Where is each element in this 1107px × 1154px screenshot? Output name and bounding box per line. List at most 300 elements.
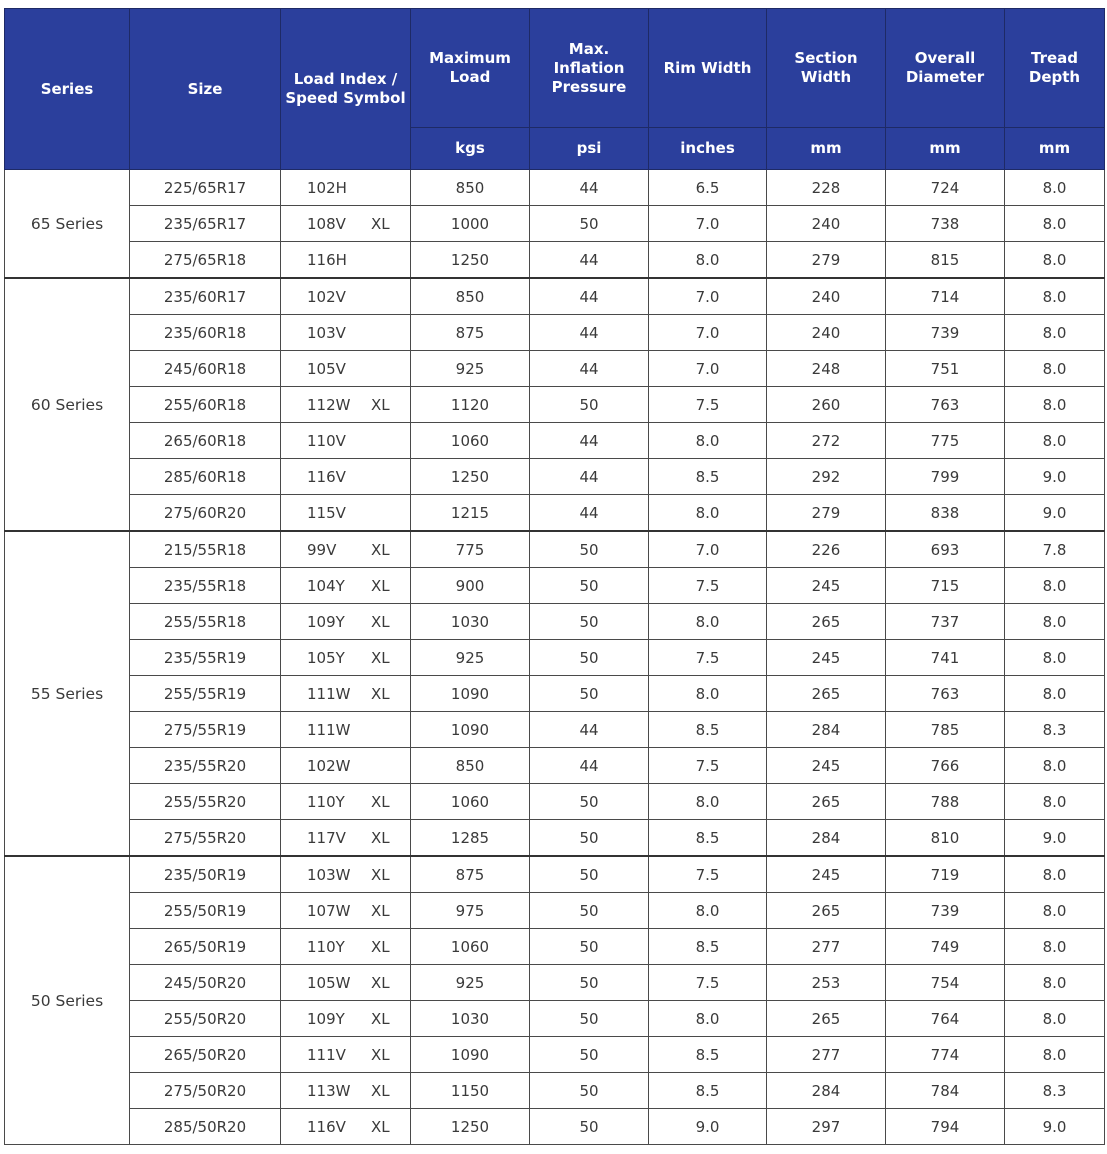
xl-marker: XL — [371, 684, 390, 703]
section-width-cell: 284 — [767, 712, 886, 748]
tyre-spec-table-container — [4, 8, 1104, 1145]
max-load-cell: 900 — [411, 568, 530, 604]
overall-diameter-cell: 693 — [886, 531, 1005, 568]
size-cell: 265/60R18 — [130, 423, 281, 459]
header-section-width: Section Width — [767, 9, 886, 128]
xl-marker: XL — [371, 1081, 390, 1100]
load-index-code: 107W — [307, 901, 351, 920]
load-index-code: 113W — [307, 1081, 351, 1100]
header-max-pressure: Max. Inflation Pressure — [530, 9, 649, 128]
xl-marker: XL — [371, 540, 390, 559]
max-pressure-cell: 50 — [530, 531, 649, 568]
overall-diameter-cell: 751 — [886, 351, 1005, 387]
load-index-code: 110V — [307, 431, 346, 450]
section-width-cell: 240 — [767, 278, 886, 315]
table-row — [5, 748, 1105, 784]
section-width-cell: 265 — [767, 893, 886, 929]
size-cell: 255/55R18 — [130, 604, 281, 640]
max-pressure-cell: 50 — [530, 893, 649, 929]
overall-diameter-cell: 739 — [886, 893, 1005, 929]
max-pressure-cell: 50 — [530, 1001, 649, 1037]
size-cell: 235/60R18 — [130, 315, 281, 351]
load-index-cell — [281, 423, 411, 459]
section-width-cell: 228 — [767, 170, 886, 206]
rim-width-cell: 8.5 — [649, 1073, 767, 1109]
load-index-cell — [281, 856, 411, 893]
overall-diameter-cell: 794 — [886, 1109, 1005, 1145]
rim-width-cell: 8.5 — [649, 712, 767, 748]
xl-marker: XL — [371, 214, 390, 233]
load-index-cell — [281, 1001, 411, 1037]
max-pressure-cell: 44 — [530, 748, 649, 784]
table-row — [5, 170, 1105, 206]
size-cell: 255/55R19 — [130, 676, 281, 712]
size-cell: 235/65R17 — [130, 206, 281, 242]
size-cell: 275/55R19 — [130, 712, 281, 748]
max-load-cell: 1060 — [411, 784, 530, 820]
tread-depth-cell: 8.0 — [1005, 748, 1105, 784]
tread-depth-cell: 8.0 — [1005, 604, 1105, 640]
tread-depth-cell: 8.0 — [1005, 1037, 1105, 1073]
load-index-cell — [281, 387, 411, 423]
size-cell: 255/55R20 — [130, 784, 281, 820]
table-header — [5, 9, 1105, 170]
max-pressure-cell: 50 — [530, 1109, 649, 1145]
tread-depth-cell: 9.0 — [1005, 459, 1105, 495]
rim-width-cell: 8.0 — [649, 676, 767, 712]
rim-width-cell: 7.5 — [649, 387, 767, 423]
max-load-cell: 850 — [411, 278, 530, 315]
tread-depth-cell: 8.3 — [1005, 712, 1105, 748]
max-load-cell: 925 — [411, 965, 530, 1001]
table-row — [5, 242, 1105, 279]
tread-depth-cell: 8.3 — [1005, 1073, 1105, 1109]
section-width-cell: 265 — [767, 784, 886, 820]
section-width-cell: 277 — [767, 929, 886, 965]
size-cell: 275/65R18 — [130, 242, 281, 279]
xl-marker: XL — [371, 1045, 390, 1064]
series-cell: 65 Series — [5, 170, 130, 279]
size-cell: 245/60R18 — [130, 351, 281, 387]
table-row — [5, 206, 1105, 242]
table-row — [5, 1037, 1105, 1073]
overall-diameter-cell: 774 — [886, 1037, 1005, 1073]
max-pressure-cell: 50 — [530, 1073, 649, 1109]
max-pressure-cell: 50 — [530, 820, 649, 857]
section-width-cell: 245 — [767, 856, 886, 893]
load-index-code: 108V — [307, 214, 346, 233]
max-load-cell: 875 — [411, 856, 530, 893]
max-pressure-cell: 44 — [530, 315, 649, 351]
load-index-code: 116V — [307, 467, 346, 486]
max-pressure-cell: 50 — [530, 1037, 649, 1073]
load-index-cell — [281, 278, 411, 315]
table-row — [5, 351, 1105, 387]
table-row — [5, 929, 1105, 965]
max-load-cell: 1090 — [411, 712, 530, 748]
load-index-code: 111W — [307, 684, 351, 703]
load-index-code: 111V — [307, 1045, 346, 1064]
max-pressure-cell: 44 — [530, 170, 649, 206]
section-width-cell: 279 — [767, 495, 886, 532]
load-index-cell — [281, 676, 411, 712]
load-index-cell — [281, 1109, 411, 1145]
overall-diameter-cell: 788 — [886, 784, 1005, 820]
rim-width-cell: 7.5 — [649, 965, 767, 1001]
rim-width-cell: 7.5 — [649, 568, 767, 604]
xl-marker: XL — [371, 1117, 390, 1136]
load-index-code: 110Y — [307, 792, 345, 811]
load-index-code: 111W — [307, 720, 351, 739]
size-cell: 215/55R18 — [130, 531, 281, 568]
header-size: Size — [130, 9, 281, 170]
load-index-cell — [281, 1073, 411, 1109]
section-width-cell: 245 — [767, 640, 886, 676]
table-row — [5, 423, 1105, 459]
load-index-cell — [281, 242, 411, 279]
max-pressure-cell: 44 — [530, 423, 649, 459]
xl-marker: XL — [371, 792, 390, 811]
overall-diameter-cell: 715 — [886, 568, 1005, 604]
xl-marker: XL — [371, 937, 390, 956]
max-pressure-cell: 50 — [530, 929, 649, 965]
table-row — [5, 856, 1105, 893]
xl-marker: XL — [371, 828, 390, 847]
overall-diameter-cell: 775 — [886, 423, 1005, 459]
load-index-code: 116H — [307, 250, 347, 269]
tread-depth-cell: 8.0 — [1005, 351, 1105, 387]
load-index-cell — [281, 568, 411, 604]
load-index-code: 116V — [307, 1117, 346, 1136]
table-row — [5, 278, 1105, 315]
xl-marker: XL — [371, 576, 390, 595]
header-series: Series — [5, 9, 130, 170]
load-index-cell — [281, 929, 411, 965]
overall-diameter-cell: 810 — [886, 820, 1005, 857]
max-load-cell: 1000 — [411, 206, 530, 242]
max-load-cell: 1150 — [411, 1073, 530, 1109]
table-row — [5, 820, 1105, 857]
unit-max-load: kgs — [411, 128, 530, 170]
max-load-cell: 1060 — [411, 929, 530, 965]
unit-overall-diameter: mm — [886, 128, 1005, 170]
unit-max-pressure: psi — [530, 128, 649, 170]
load-index-cell — [281, 965, 411, 1001]
overall-diameter-cell: 764 — [886, 1001, 1005, 1037]
size-cell: 235/50R19 — [130, 856, 281, 893]
table-row — [5, 495, 1105, 532]
size-cell: 275/60R20 — [130, 495, 281, 532]
section-width-cell: 284 — [767, 1073, 886, 1109]
table-row — [5, 965, 1105, 1001]
load-index-code: 102H — [307, 178, 347, 197]
table-row — [5, 315, 1105, 351]
load-index-code: 102V — [307, 287, 346, 306]
load-index-cell — [281, 459, 411, 495]
overall-diameter-cell: 763 — [886, 387, 1005, 423]
section-width-cell: 248 — [767, 351, 886, 387]
size-cell: 235/60R17 — [130, 278, 281, 315]
table-row — [5, 1109, 1105, 1145]
size-cell: 255/50R19 — [130, 893, 281, 929]
section-width-cell: 279 — [767, 242, 886, 279]
load-index-cell — [281, 712, 411, 748]
section-width-cell: 277 — [767, 1037, 886, 1073]
tread-depth-cell: 9.0 — [1005, 820, 1105, 857]
max-load-cell: 925 — [411, 351, 530, 387]
rim-width-cell: 8.5 — [649, 459, 767, 495]
load-index-code: 115V — [307, 503, 346, 522]
max-load-cell: 1090 — [411, 1037, 530, 1073]
max-load-cell: 1090 — [411, 676, 530, 712]
overall-diameter-cell: 763 — [886, 676, 1005, 712]
load-index-cell — [281, 748, 411, 784]
table-row — [5, 568, 1105, 604]
tread-depth-cell: 8.0 — [1005, 170, 1105, 206]
max-load-cell: 775 — [411, 531, 530, 568]
section-width-cell: 292 — [767, 459, 886, 495]
unit-tread-depth: mm — [1005, 128, 1105, 170]
xl-marker: XL — [371, 1009, 390, 1028]
table-row — [5, 531, 1105, 568]
max-pressure-cell: 44 — [530, 242, 649, 279]
max-load-cell: 1030 — [411, 1001, 530, 1037]
tread-depth-cell: 8.0 — [1005, 929, 1105, 965]
table-row — [5, 459, 1105, 495]
tread-depth-cell: 8.0 — [1005, 640, 1105, 676]
unit-rim-width: inches — [649, 128, 767, 170]
section-width-cell: 245 — [767, 748, 886, 784]
rim-width-cell: 7.0 — [649, 531, 767, 568]
tread-depth-cell: 8.0 — [1005, 1001, 1105, 1037]
tread-depth-cell: 8.0 — [1005, 893, 1105, 929]
tread-depth-cell: 8.0 — [1005, 784, 1105, 820]
max-pressure-cell: 50 — [530, 568, 649, 604]
max-pressure-cell: 50 — [530, 856, 649, 893]
max-load-cell: 1285 — [411, 820, 530, 857]
overall-diameter-cell: 799 — [886, 459, 1005, 495]
max-pressure-cell: 50 — [530, 640, 649, 676]
rim-width-cell: 6.5 — [649, 170, 767, 206]
load-index-code: 105W — [307, 973, 351, 992]
size-cell: 235/55R18 — [130, 568, 281, 604]
max-pressure-cell: 44 — [530, 712, 649, 748]
load-index-code: 112W — [307, 395, 351, 414]
load-index-cell — [281, 315, 411, 351]
rim-width-cell: 7.0 — [649, 206, 767, 242]
size-cell: 235/55R20 — [130, 748, 281, 784]
rim-width-cell: 8.0 — [649, 495, 767, 532]
tread-depth-cell: 8.0 — [1005, 856, 1105, 893]
xl-marker: XL — [371, 395, 390, 414]
table-row — [5, 784, 1105, 820]
section-width-cell: 272 — [767, 423, 886, 459]
load-index-code: 109Y — [307, 1009, 345, 1028]
tyre-spec-table — [4, 8, 1105, 1145]
overall-diameter-cell: 741 — [886, 640, 1005, 676]
section-width-cell: 240 — [767, 315, 886, 351]
max-load-cell: 1250 — [411, 459, 530, 495]
tread-depth-cell: 8.0 — [1005, 315, 1105, 351]
size-cell: 285/50R20 — [130, 1109, 281, 1145]
table-row — [5, 604, 1105, 640]
rim-width-cell: 9.0 — [649, 1109, 767, 1145]
rim-width-cell: 8.0 — [649, 784, 767, 820]
section-width-cell: 284 — [767, 820, 886, 857]
max-load-cell: 1060 — [411, 423, 530, 459]
load-index-code: 109Y — [307, 612, 345, 631]
tread-depth-cell: 8.0 — [1005, 568, 1105, 604]
max-load-cell: 975 — [411, 893, 530, 929]
load-index-code: 103W — [307, 865, 351, 884]
overall-diameter-cell: 739 — [886, 315, 1005, 351]
tread-depth-cell: 8.0 — [1005, 965, 1105, 1001]
size-cell: 265/50R19 — [130, 929, 281, 965]
tread-depth-cell: 8.0 — [1005, 676, 1105, 712]
rim-width-cell: 8.0 — [649, 1001, 767, 1037]
max-load-cell: 850 — [411, 170, 530, 206]
load-index-cell — [281, 170, 411, 206]
overall-diameter-cell: 724 — [886, 170, 1005, 206]
size-cell: 255/50R20 — [130, 1001, 281, 1037]
max-pressure-cell: 50 — [530, 676, 649, 712]
load-index-cell — [281, 1037, 411, 1073]
load-index-cell — [281, 206, 411, 242]
section-width-cell: 260 — [767, 387, 886, 423]
rim-width-cell: 8.0 — [649, 604, 767, 640]
max-load-cell: 1120 — [411, 387, 530, 423]
rim-width-cell: 8.5 — [649, 1037, 767, 1073]
size-cell: 245/50R20 — [130, 965, 281, 1001]
load-index-code: 99V — [307, 540, 337, 559]
load-index-cell — [281, 495, 411, 532]
size-cell: 225/65R17 — [130, 170, 281, 206]
section-width-cell: 240 — [767, 206, 886, 242]
rim-width-cell: 8.0 — [649, 893, 767, 929]
tread-depth-cell: 8.0 — [1005, 423, 1105, 459]
section-width-cell: 265 — [767, 1001, 886, 1037]
table-row — [5, 387, 1105, 423]
size-cell: 285/60R18 — [130, 459, 281, 495]
load-index-cell — [281, 531, 411, 568]
load-index-code: 117V — [307, 828, 346, 847]
max-pressure-cell: 50 — [530, 965, 649, 1001]
max-pressure-cell: 50 — [530, 784, 649, 820]
load-index-code: 103V — [307, 323, 346, 342]
unit-section-width: mm — [767, 128, 886, 170]
table-row — [5, 893, 1105, 929]
overall-diameter-cell: 785 — [886, 712, 1005, 748]
header-max-load: Maximum Load — [411, 9, 530, 128]
xl-marker: XL — [371, 901, 390, 920]
size-cell: 275/55R20 — [130, 820, 281, 857]
section-width-cell: 253 — [767, 965, 886, 1001]
section-width-cell: 297 — [767, 1109, 886, 1145]
series-cell: 60 Series — [5, 278, 130, 531]
section-width-cell: 226 — [767, 531, 886, 568]
overall-diameter-cell: 754 — [886, 965, 1005, 1001]
load-index-code: 105V — [307, 359, 346, 378]
rim-width-cell: 7.0 — [649, 315, 767, 351]
max-pressure-cell: 50 — [530, 206, 649, 242]
size-cell: 235/55R19 — [130, 640, 281, 676]
overall-diameter-cell: 749 — [886, 929, 1005, 965]
max-pressure-cell: 44 — [530, 495, 649, 532]
max-load-cell: 875 — [411, 315, 530, 351]
section-width-cell: 245 — [767, 568, 886, 604]
rim-width-cell: 8.0 — [649, 242, 767, 279]
size-cell: 275/50R20 — [130, 1073, 281, 1109]
tread-depth-cell: 7.8 — [1005, 531, 1105, 568]
overall-diameter-cell: 815 — [886, 242, 1005, 279]
rim-width-cell: 8.5 — [649, 820, 767, 857]
max-load-cell: 1030 — [411, 604, 530, 640]
rim-width-cell: 7.5 — [649, 748, 767, 784]
header-tread-depth: Tread Depth — [1005, 9, 1105, 128]
load-index-cell — [281, 604, 411, 640]
overall-diameter-cell: 784 — [886, 1073, 1005, 1109]
load-index-code: 102W — [307, 756, 351, 775]
max-load-cell: 1250 — [411, 242, 530, 279]
max-pressure-cell: 44 — [530, 278, 649, 315]
rim-width-cell: 7.5 — [649, 856, 767, 893]
rim-width-cell: 8.0 — [649, 423, 767, 459]
tread-depth-cell: 9.0 — [1005, 1109, 1105, 1145]
table-row — [5, 712, 1105, 748]
xl-marker: XL — [371, 865, 390, 884]
overall-diameter-cell: 714 — [886, 278, 1005, 315]
overall-diameter-cell: 766 — [886, 748, 1005, 784]
size-cell: 265/50R20 — [130, 1037, 281, 1073]
load-index-cell — [281, 784, 411, 820]
table-row — [5, 676, 1105, 712]
overall-diameter-cell: 737 — [886, 604, 1005, 640]
load-index-code: 105Y — [307, 648, 345, 667]
series-cell: 55 Series — [5, 531, 130, 856]
load-index-cell — [281, 640, 411, 676]
overall-diameter-cell: 838 — [886, 495, 1005, 532]
rim-width-cell: 8.5 — [649, 929, 767, 965]
rim-width-cell: 7.5 — [649, 640, 767, 676]
header-load-index: Load Index / Speed Symbol — [281, 9, 411, 170]
max-pressure-cell: 50 — [530, 387, 649, 423]
xl-marker: XL — [371, 612, 390, 631]
max-pressure-cell: 44 — [530, 459, 649, 495]
table-row — [5, 640, 1105, 676]
table-row — [5, 1001, 1105, 1037]
max-pressure-cell: 44 — [530, 351, 649, 387]
tread-depth-cell: 8.0 — [1005, 242, 1105, 279]
overall-diameter-cell: 738 — [886, 206, 1005, 242]
max-pressure-cell: 50 — [530, 604, 649, 640]
tread-depth-cell: 8.0 — [1005, 387, 1105, 423]
max-load-cell: 1215 — [411, 495, 530, 532]
tread-depth-cell: 9.0 — [1005, 495, 1105, 532]
load-index-cell — [281, 893, 411, 929]
load-index-cell — [281, 351, 411, 387]
tread-depth-cell: 8.0 — [1005, 206, 1105, 242]
rim-width-cell: 7.0 — [649, 351, 767, 387]
xl-marker: XL — [371, 973, 390, 992]
table-row — [5, 1073, 1105, 1109]
tread-depth-cell: 8.0 — [1005, 278, 1105, 315]
overall-diameter-cell: 719 — [886, 856, 1005, 893]
section-width-cell: 265 — [767, 604, 886, 640]
load-index-code: 110Y — [307, 937, 345, 956]
max-load-cell: 1250 — [411, 1109, 530, 1145]
header-overall-diameter: Overall Diameter — [886, 9, 1005, 128]
max-load-cell: 850 — [411, 748, 530, 784]
